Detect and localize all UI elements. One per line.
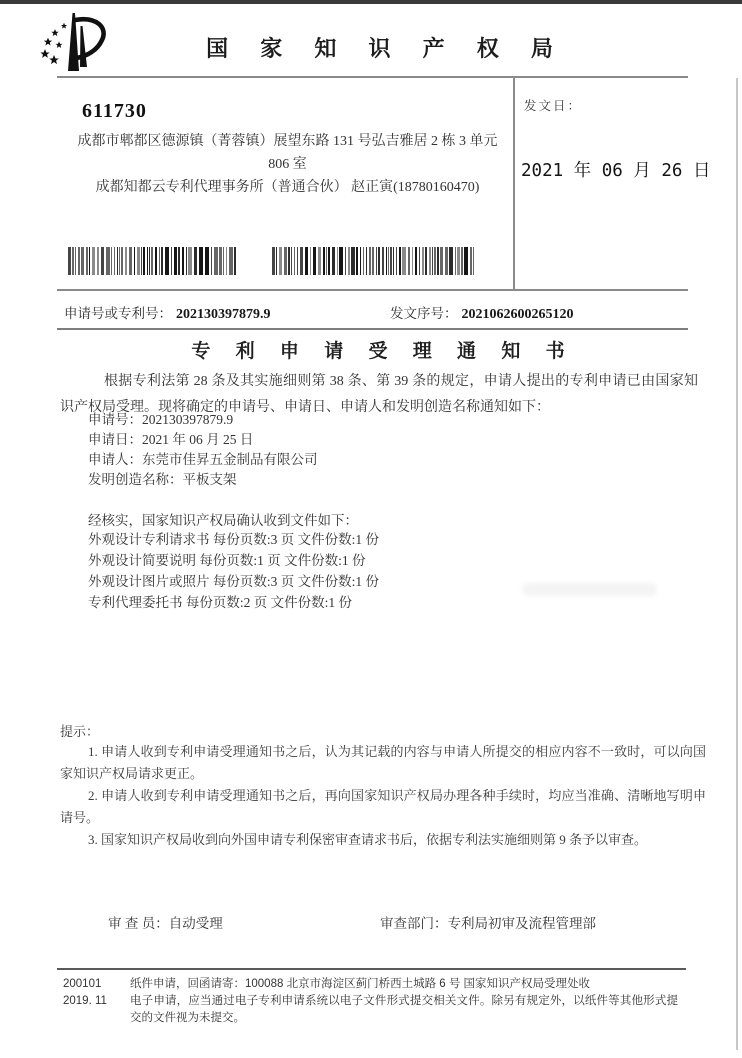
issue-date-value: 2021 年 06 月 26 日 [521, 161, 711, 181]
barcode [68, 247, 238, 275]
field-label: 发明创造名称： [88, 472, 183, 487]
field-applicant [88, 450, 318, 470]
numbers-divider [57, 328, 688, 330]
field-label: 申请日： [88, 432, 142, 447]
department-row [380, 912, 596, 932]
recipient-agent-line: 成都知都云专利代理事务所（普通合伙） 赵正寅(18780160470) [95, 180, 480, 195]
footer-notes [63, 976, 688, 1027]
field-application-date [88, 430, 318, 450]
form-version: 2019. 11 [63, 995, 107, 1007]
application-fields [88, 410, 318, 490]
application-number-value: 202130397879.9 [176, 307, 271, 322]
tip-item: 3. 国家知识产权局收到向外国申请专利保密审查请求书后，依据专利法实施细则第 9 条予以审查。 [88, 832, 648, 847]
tips-list [60, 741, 706, 851]
barcode-divider [57, 289, 688, 291]
serial-number-value: 2021062600265120 [461, 307, 574, 322]
footer-row [63, 976, 688, 993]
field-application-number [88, 410, 318, 430]
document-list-item: 外观设计简要说明 每份页数:1 页 文件份数:1 份 [88, 553, 366, 568]
field-label: 申请号： [88, 412, 142, 427]
tip-item: 1. 申请人收到专利申请受理通知书之后，认为其记载的内容与申请人所提交的相应内容不一致时，可以向国家知识产权局请求更正。 [60, 744, 706, 781]
form-code: 200101 [63, 978, 102, 990]
recipient-address-line: 806 室 [268, 157, 307, 172]
examiner-row [108, 912, 223, 932]
department-value: 专利局初审及流程管理部 [447, 916, 596, 931]
field-value: 2021 年 06 月 25 日 [142, 432, 254, 447]
tip-item: 2. 申请人收到专利申请受理通知书之后，再向国家知识产权局办理各种手续时，均应当准确、清晰地写明申请号。 [60, 788, 706, 825]
field-label: 申请人： [88, 452, 142, 467]
footer-efiling-note: 电子申请，应当通过电子专利申请系统以电子文件形式提交相关文件。除另有规定外，以纸件等其他形式提交的文件视为未提交。 [130, 995, 678, 1024]
department-label: 审查部门： [380, 916, 448, 931]
documents-confirm-line: 经核实，国家知识产权局确认收到文件如下： [88, 513, 358, 528]
field-value: 东莞市佳昇五金制品有限公司 [142, 452, 318, 467]
header-divider [57, 76, 688, 78]
notice-paragraph: 根据专利法第 28 条及其实施细则第 38 条、第 39 条的规定，申请人提出的专利申请已由国家知识产权局受理。现将确定的申请号、申请日、申请人和发明创造名称通知如下： [60, 374, 698, 415]
serial-number-label: 发文序号： [390, 306, 458, 321]
barcode [272, 247, 475, 275]
received-documents-list [88, 529, 379, 613]
examiner-label: 审 查 员： [108, 916, 169, 931]
scan-smudge [522, 583, 657, 596]
serial-number-row [390, 302, 574, 323]
examiner-value: 自动受理 [168, 916, 223, 931]
footer-divider [57, 968, 686, 970]
recipient-postcode: 611730 [82, 100, 147, 122]
application-number-row [64, 302, 271, 323]
field-invention-title [88, 470, 318, 490]
document-list-item: 外观设计图片或照片 每份页数:3 页 文件份数:1 份 [88, 574, 380, 589]
scan-edge-right [736, 78, 738, 1050]
footer-paper-note: 纸件申请，回函请寄：100088 北京市海淀区蓟门桥西土城路 6 号 国家知识产权局受理处收 [130, 978, 591, 990]
footer-row [63, 993, 688, 1027]
application-number-label: 申请号或专利号： [64, 306, 172, 321]
issue-date-label: 发文日： [524, 99, 583, 113]
field-value: 平板支架 [182, 472, 237, 487]
recipient-address-line: 成都市郫都区德源镇（菁蓉镇）展望东路 131 号弘吉雅居 2 栋 3 单元 [77, 134, 498, 149]
scan-edge-top [0, 0, 742, 4]
document-list-item: 外观设计专利请求书 每份页数:3 页 文件份数:1 份 [88, 532, 380, 547]
field-value: 202130397879.9 [142, 412, 234, 427]
tips-label: 提示： [60, 724, 100, 739]
recipient-address-block [60, 130, 515, 199]
agency-title: 国 家 知 识 产 权 局 [206, 36, 566, 61]
notice-title: 专 利 申 请 受 理 通 知 书 [191, 341, 575, 362]
document-list-item: 专利代理委托书 每份页数:2 页 文件份数:1 份 [88, 595, 353, 610]
